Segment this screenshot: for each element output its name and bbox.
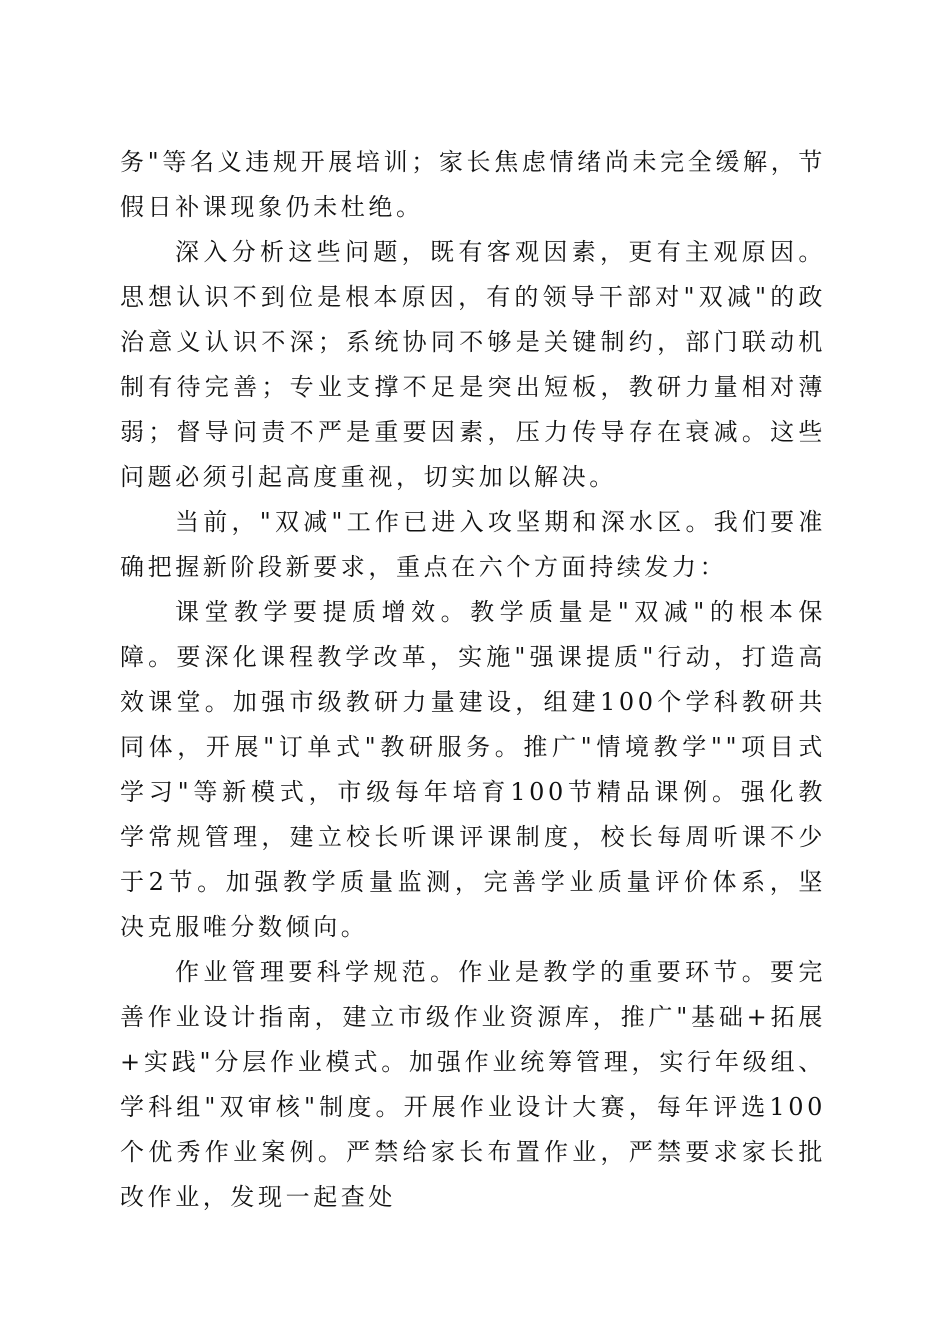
document-body bbox=[120, 140, 826, 1220]
paragraph: 作业管理要科学规范。作业是教学的重要环节。要完善作业设计指南，建立市级作业资源库，推广"基础+拓展+实践"分层作业模式。加强作业统筹管理，实行年级组、学科组"双审核"制度。开展作业设计大赛，每年评选100个优秀作业案例。严禁给家长布置作业，严禁要求家长批改作业，发现一起查处 bbox=[120, 958, 826, 1211]
paragraph: 课堂教学要提质增效。教学质量是"双减"的根本保障。要深化课程教学改革，实施"强课提质"行动，打造高效课堂。加强市级教研力量建设，组建100个学科教研共同体，开展"订单式"教研服务。推广"情境教学""项目式学习"等新模式，市级每年培育100节精品课例。强化教学常规管理，建立校长听课评课制度，校长每周听课不少于2节。加强教学质量监测，完善学业质量评价体系，坚决克服唯分数倾向。 bbox=[120, 598, 826, 941]
paragraph: 深入分析这些问题，既有客观因素，更有主观原因。思想认识不到位是根本原因，有的领导干部对"双减"的政治意义认识不深；系统协同不够是关键制约，部门联动机制有待完善；专业支撑不足是突出短板，教研力量相对薄弱；督导问责不严是重要因素，压力传导存在衰减。这些问题必须引起高度重视，切实加以解决。 bbox=[120, 238, 826, 491]
paragraph: 当前，"双减"工作已进入攻坚期和深水区。我们要准确把握新阶段新要求，重点在六个方面持续发力： bbox=[120, 508, 826, 581]
paragraph: 务"等名义违规开展培训；家长焦虑情绪尚未完全缓解，节假日补课现象仍未杜绝。 bbox=[120, 148, 826, 221]
